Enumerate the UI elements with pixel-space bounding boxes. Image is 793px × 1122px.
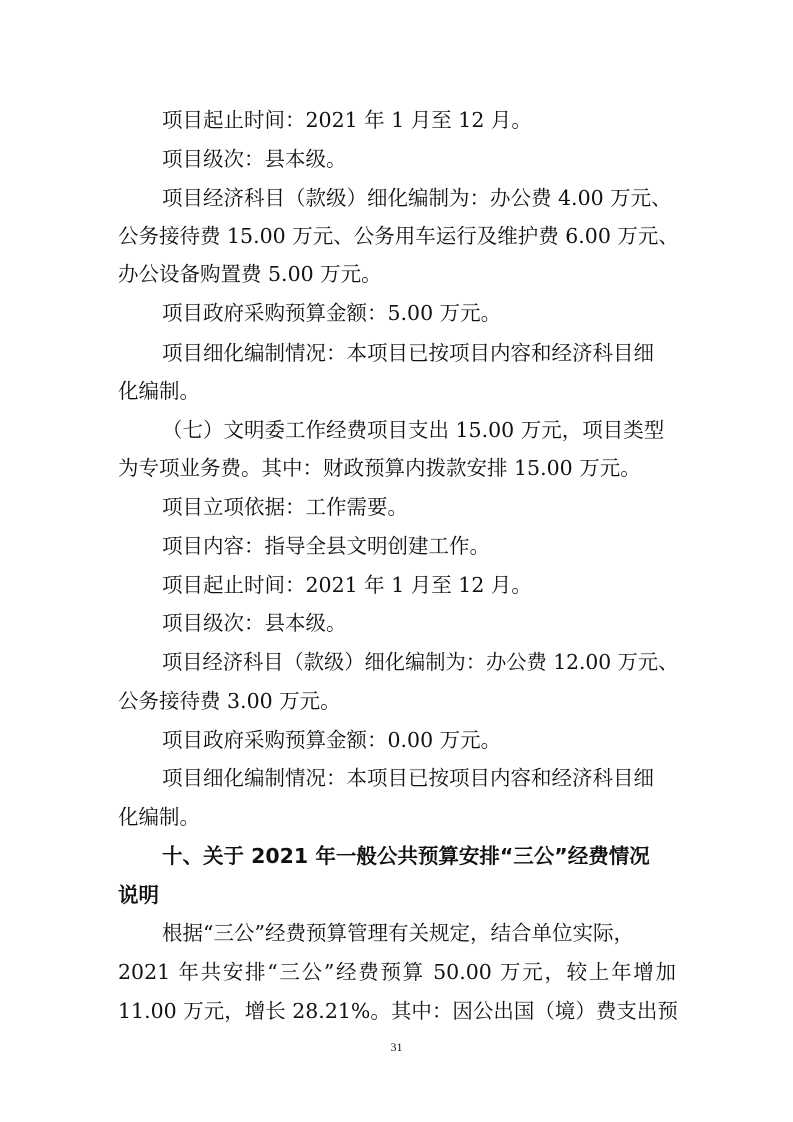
paragraph-line: 项目经济科目（款级）细化编制为：办公费 12.00 万元、 <box>162 650 679 674</box>
paragraph-line: 项目起止时间：2021 年 1 月至 12 月。 <box>162 108 532 132</box>
paragraph-line: 项目内容：指导全县文明创建工作。 <box>162 534 490 558</box>
chapter-heading-continued: 说明 <box>118 883 159 907</box>
paragraph-line: 项目级次：县本级。 <box>162 147 347 171</box>
paragraph-line: 项目经济科目（款级）细化编制为：办公费 4.00 万元、 <box>162 186 672 210</box>
paragraph-line: 项目政府采购预算金额：0.00 万元。 <box>162 728 502 752</box>
paragraph-line: 项目细化编制情况：本项目已按项目内容和经济科目细 <box>162 341 654 365</box>
paragraph-line: 项目细化编制情况：本项目已按项目内容和经济科目细 <box>162 766 654 790</box>
paragraph-line: 根据“三公”经费预算管理有关规定，结合单位实际， <box>162 921 634 945</box>
paragraph-line: 化编制。 <box>118 805 200 829</box>
paragraph-line: 办公设备购置费 5.00 万元。 <box>118 262 382 286</box>
paragraph-line: 项目起止时间：2021 年 1 月至 12 月。 <box>162 573 532 597</box>
paragraph-line: 公务接待费 15.00 万元、公务用车运行及维护费 6.00 万元、 <box>118 224 679 248</box>
paragraph-line: 2021 年共安排“三公”经费预算 50.00 万元，较上年增加 <box>118 960 676 984</box>
paragraph-line: 项目政府采购预算金额：5.00 万元。 <box>162 301 502 325</box>
paragraph-line: 化编制。 <box>118 379 200 403</box>
paragraph-line: 为专项业务费。其中：财政预算内拨款安排 15.00 万元。 <box>118 456 641 480</box>
chapter-heading: 十、关于 2021 年一般公共预算安排“三公”经费情况 <box>162 844 650 868</box>
paragraph-line: 公务接待费 3.00 万元。 <box>118 689 341 713</box>
section-heading-line: （七）文明委工作经费项目支出 15.00 万元，项目类型 <box>162 418 665 442</box>
paragraph-line: 项目级次：县本级。 <box>162 611 347 635</box>
paragraph-line: 11.00 万元，增长 28.21%。其中：因公出国（境）费支出预 <box>118 999 678 1023</box>
paragraph-line: 项目立项依据：工作需要。 <box>162 495 408 519</box>
page-number: 31 <box>390 1040 403 1054</box>
